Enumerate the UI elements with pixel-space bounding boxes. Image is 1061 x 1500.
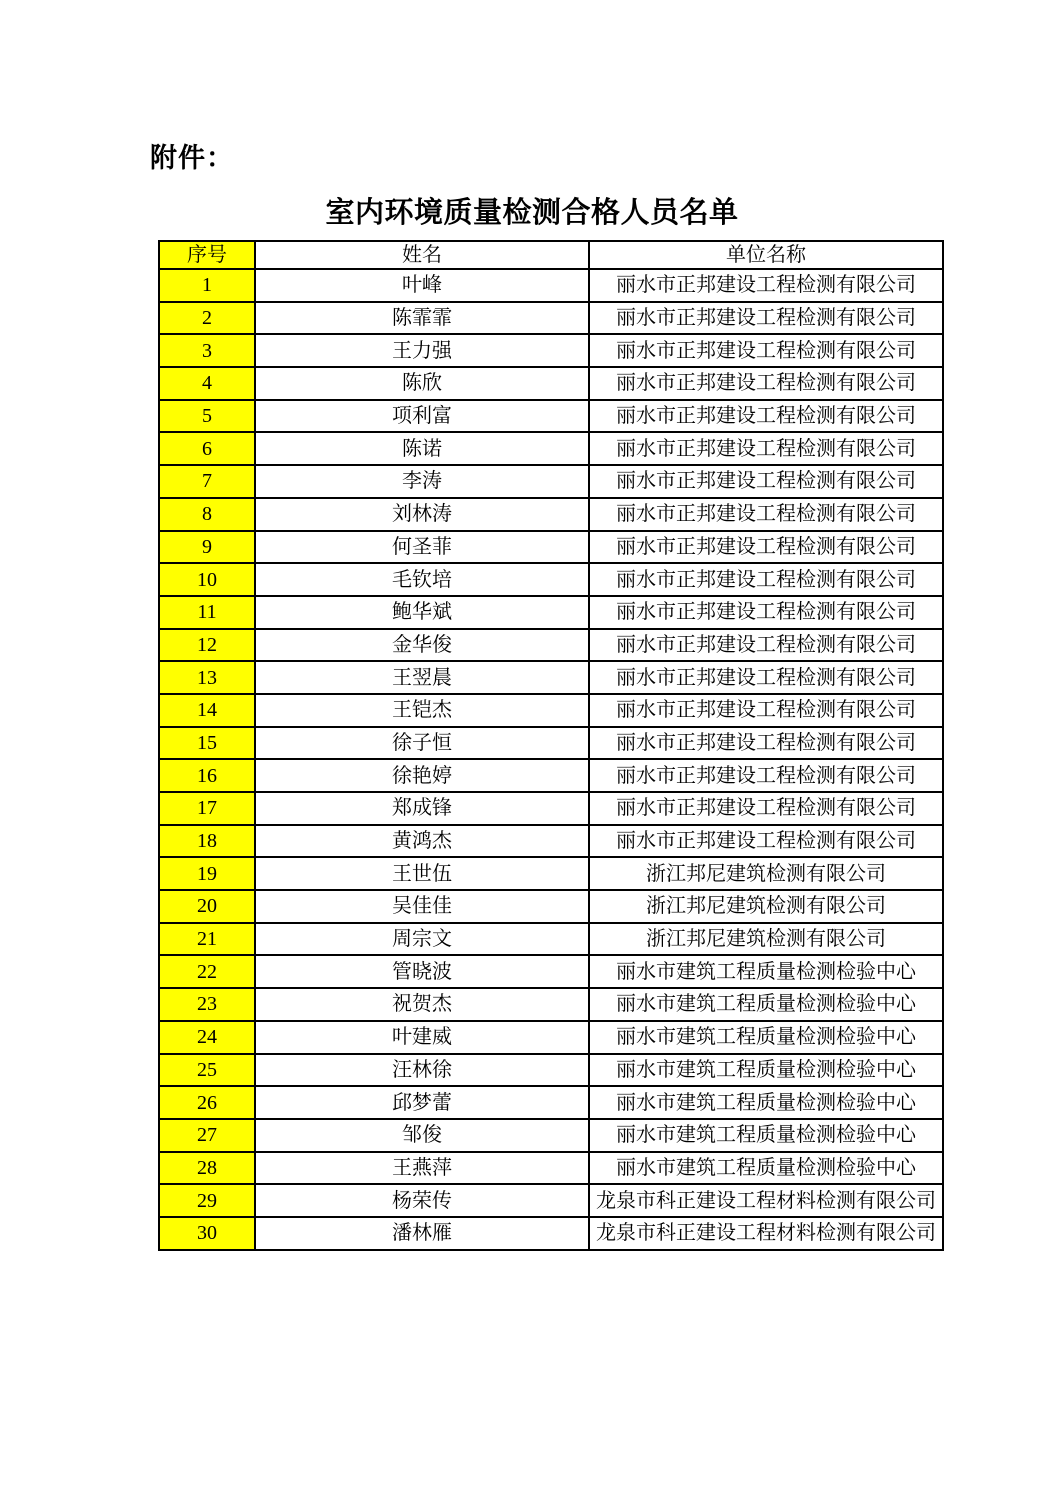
unit-cell: 丽水市正邦建设工程检测有限公司 [589, 759, 943, 792]
row-number-cell: 8 [159, 498, 255, 531]
name-cell: 刘林涛 [255, 498, 589, 531]
name-cell: 王铠杰 [255, 694, 589, 727]
unit-cell: 丽水市正邦建设工程检测有限公司 [589, 694, 943, 727]
name-cell: 邱梦蕾 [255, 1086, 589, 1119]
table-row [159, 465, 943, 498]
table-row [159, 367, 943, 400]
row-number-cell: 16 [159, 759, 255, 792]
name-cell: 叶峰 [255, 269, 589, 302]
table-body [159, 269, 943, 1250]
name-cell: 郑成锋 [255, 792, 589, 825]
row-number-cell: 2 [159, 302, 255, 335]
table-row [159, 400, 943, 433]
table-row [159, 498, 943, 531]
row-number-cell: 7 [159, 465, 255, 498]
personnel-table [158, 240, 944, 1251]
name-cell: 鲍华斌 [255, 596, 589, 629]
name-cell: 王力强 [255, 334, 589, 367]
table-row [159, 727, 943, 760]
unit-cell: 丽水市正邦建设工程检测有限公司 [589, 302, 943, 335]
row-number-cell: 3 [159, 334, 255, 367]
unit-cell: 丽水市建筑工程质量检测检验中心 [589, 1086, 943, 1119]
table-row [159, 1119, 943, 1152]
table-row [159, 563, 943, 596]
unit-cell: 丽水市建筑工程质量检测检验中心 [589, 1054, 943, 1087]
row-number-cell: 18 [159, 825, 255, 858]
unit-cell: 丽水市建筑工程质量检测检验中心 [589, 955, 943, 988]
table-row [159, 1217, 943, 1250]
table-row [159, 629, 943, 662]
table-row [159, 596, 943, 629]
row-number-cell: 11 [159, 596, 255, 629]
row-number-cell: 29 [159, 1184, 255, 1217]
table-row [159, 759, 943, 792]
row-number-cell: 22 [159, 955, 255, 988]
table-header [159, 241, 943, 269]
unit-cell: 丽水市正邦建设工程检测有限公司 [589, 661, 943, 694]
header-cell-name: 姓名 [255, 241, 589, 269]
table-row [159, 1086, 943, 1119]
header-cell-unit: 单位名称 [589, 241, 943, 269]
name-cell: 杨荣传 [255, 1184, 589, 1217]
table-row [159, 1184, 943, 1217]
row-number-cell: 1 [159, 269, 255, 302]
row-number-cell: 19 [159, 857, 255, 890]
unit-cell: 丽水市正邦建设工程检测有限公司 [589, 432, 943, 465]
name-cell: 祝贺杰 [255, 988, 589, 1021]
table-row [159, 661, 943, 694]
unit-cell: 浙江邦尼建筑检测有限公司 [589, 890, 943, 923]
name-cell: 陈诺 [255, 432, 589, 465]
unit-cell: 丽水市正邦建设工程检测有限公司 [589, 629, 943, 662]
row-number-cell: 23 [159, 988, 255, 1021]
table-row [159, 334, 943, 367]
table-row [159, 890, 943, 923]
table-row [159, 792, 943, 825]
header-cell-no: 序号 [159, 241, 255, 269]
unit-cell: 丽水市正邦建设工程检测有限公司 [589, 727, 943, 760]
unit-cell: 丽水市建筑工程质量检测检验中心 [589, 1021, 943, 1054]
row-number-cell: 30 [159, 1217, 255, 1250]
header-row [159, 241, 943, 269]
row-number-cell: 4 [159, 367, 255, 400]
row-number-cell: 28 [159, 1152, 255, 1185]
name-cell: 项利富 [255, 400, 589, 433]
unit-cell: 龙泉市科正建设工程材料检测有限公司 [589, 1217, 943, 1250]
table-row [159, 1054, 943, 1087]
row-number-cell: 24 [159, 1021, 255, 1054]
name-cell: 陈霏霏 [255, 302, 589, 335]
table-row [159, 1152, 943, 1185]
table-row [159, 1021, 943, 1054]
row-number-cell: 9 [159, 531, 255, 564]
table-row [159, 857, 943, 890]
table-row [159, 302, 943, 335]
name-cell: 黄鸿杰 [255, 825, 589, 858]
name-cell: 陈欣 [255, 367, 589, 400]
name-cell: 吴佳佳 [255, 890, 589, 923]
unit-cell: 丽水市正邦建设工程检测有限公司 [589, 367, 943, 400]
row-number-cell: 25 [159, 1054, 255, 1087]
table-row [159, 694, 943, 727]
row-number-cell: 6 [159, 432, 255, 465]
table-row [159, 269, 943, 302]
name-cell: 王燕萍 [255, 1152, 589, 1185]
unit-cell: 丽水市正邦建设工程检测有限公司 [589, 825, 943, 858]
unit-cell: 丽水市正邦建设工程检测有限公司 [589, 400, 943, 433]
unit-cell: 丽水市建筑工程质量检测检验中心 [589, 1152, 943, 1185]
table-row [159, 432, 943, 465]
unit-cell: 丽水市正邦建设工程检测有限公司 [589, 792, 943, 825]
name-cell: 金华俊 [255, 629, 589, 662]
name-cell: 王翌晨 [255, 661, 589, 694]
row-number-cell: 20 [159, 890, 255, 923]
name-cell: 徐子恒 [255, 727, 589, 760]
table-row [159, 825, 943, 858]
row-number-cell: 17 [159, 792, 255, 825]
unit-cell: 龙泉市科正建设工程材料检测有限公司 [589, 1184, 943, 1217]
name-cell: 汪林徐 [255, 1054, 589, 1087]
row-number-cell: 27 [159, 1119, 255, 1152]
name-cell: 王世伍 [255, 857, 589, 890]
name-cell: 何圣菲 [255, 531, 589, 564]
table-row [159, 531, 943, 564]
unit-cell: 丽水市正邦建设工程检测有限公司 [589, 563, 943, 596]
name-cell: 叶建威 [255, 1021, 589, 1054]
unit-cell: 丽水市正邦建设工程检测有限公司 [589, 498, 943, 531]
unit-cell: 浙江邦尼建筑检测有限公司 [589, 923, 943, 956]
row-number-cell: 21 [159, 923, 255, 956]
row-number-cell: 15 [159, 727, 255, 760]
name-cell: 管晓波 [255, 955, 589, 988]
row-number-cell: 13 [159, 661, 255, 694]
row-number-cell: 12 [159, 629, 255, 662]
page-title: 室内环境质量检测合格人员名单 [325, 197, 739, 229]
unit-cell: 丽水市正邦建设工程检测有限公司 [589, 465, 943, 498]
table-row [159, 955, 943, 988]
unit-cell: 浙江邦尼建筑检测有限公司 [589, 857, 943, 890]
unit-cell: 丽水市正邦建设工程检测有限公司 [589, 269, 943, 302]
table-row [159, 988, 943, 1021]
name-cell: 邹俊 [255, 1119, 589, 1152]
unit-cell: 丽水市正邦建设工程检测有限公司 [589, 531, 943, 564]
name-cell: 李涛 [255, 465, 589, 498]
row-number-cell: 10 [159, 563, 255, 596]
name-cell: 徐艳婷 [255, 759, 589, 792]
row-number-cell: 26 [159, 1086, 255, 1119]
unit-cell: 丽水市建筑工程质量检测检验中心 [589, 1119, 943, 1152]
unit-cell: 丽水市正邦建设工程检测有限公司 [589, 596, 943, 629]
name-cell: 周宗文 [255, 923, 589, 956]
table-row [159, 923, 943, 956]
name-cell: 潘林雁 [255, 1217, 589, 1250]
row-number-cell: 14 [159, 694, 255, 727]
attachment-label: 附件： [150, 143, 234, 173]
unit-cell: 丽水市正邦建设工程检测有限公司 [589, 334, 943, 367]
row-number-cell: 5 [159, 400, 255, 433]
unit-cell: 丽水市建筑工程质量检测检验中心 [589, 988, 943, 1021]
name-cell: 毛钦培 [255, 563, 589, 596]
